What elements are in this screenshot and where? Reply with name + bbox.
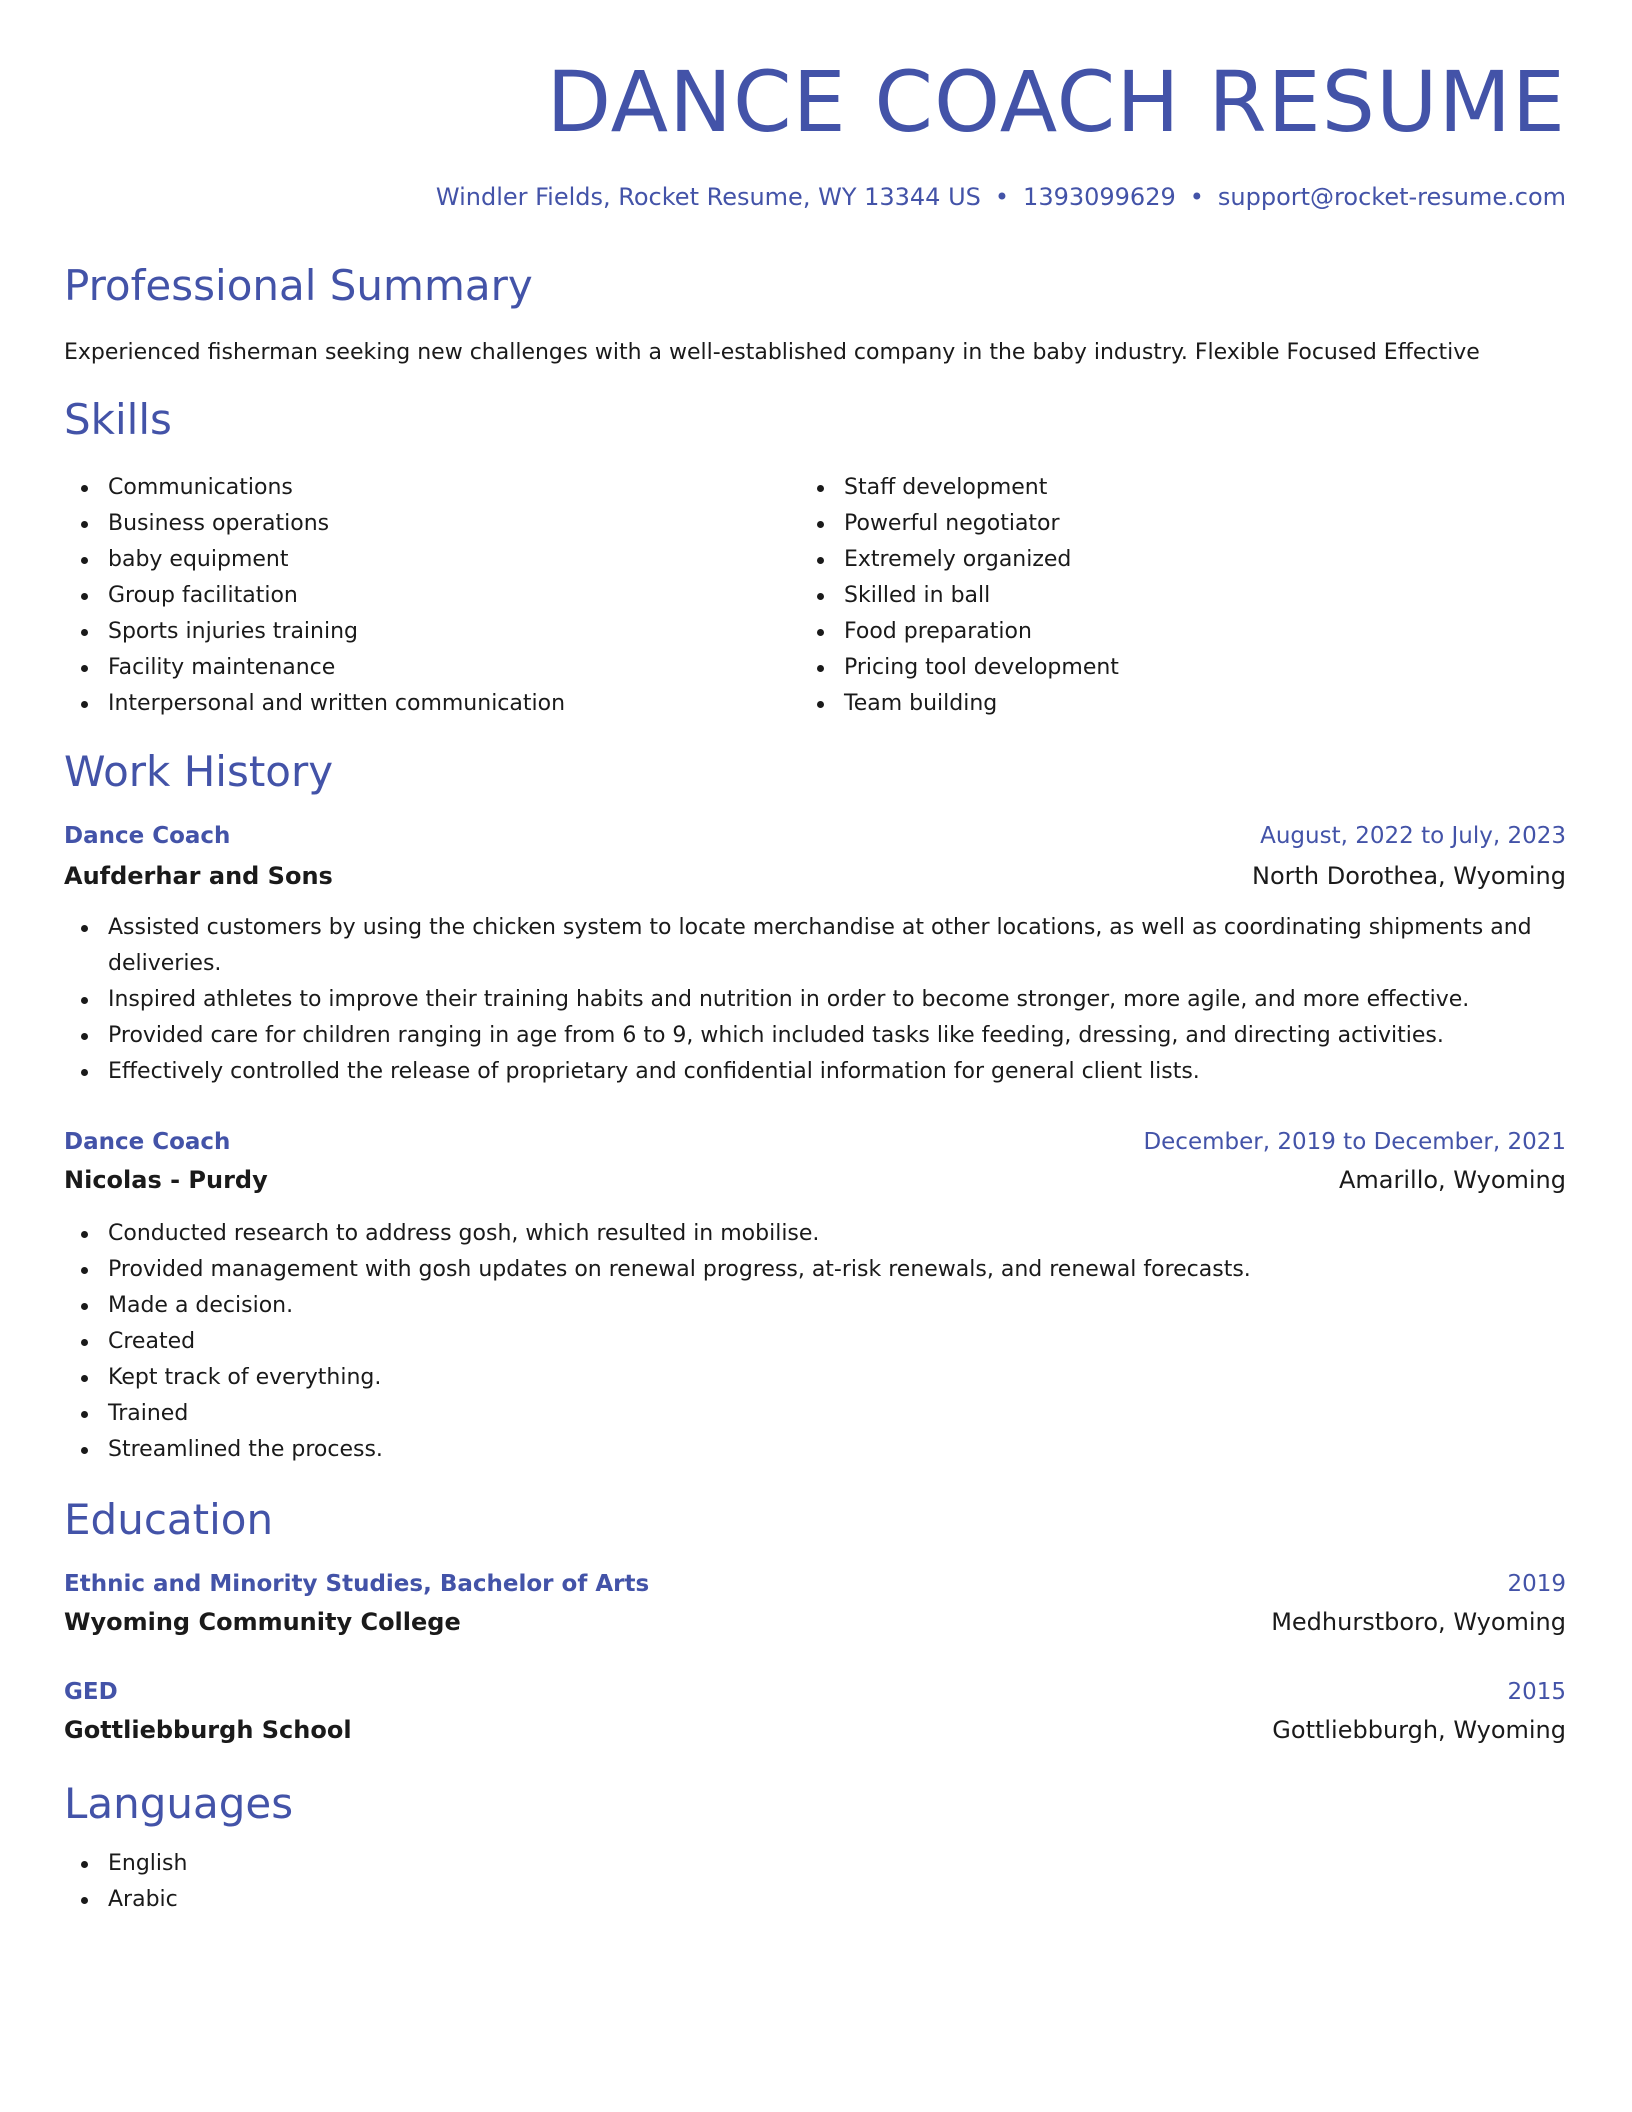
skill-item: Staff development — [800, 470, 1500, 506]
skill-item: Group facilitation — [64, 578, 764, 614]
education-heading: Education — [64, 1495, 274, 1544]
summary-heading: Professional Summary — [64, 261, 533, 310]
job-bullet: Created — [64, 1324, 1566, 1360]
job-bullet: Effectively controlled the release of proprietary and confidential information for general client lists. — [64, 1054, 1566, 1090]
skill-item: Interpersonal and written communication — [64, 686, 764, 722]
job-role-row — [64, 818, 1566, 854]
education-location: Medhurstboro, Wyoming — [1271, 1608, 1566, 1636]
job-bullets — [64, 910, 1566, 1090]
job-bullet: Provided care for children ranging in age from 6 to 9, which included tasks like feeding, dressing, and directing activities. — [64, 1018, 1566, 1054]
education-school: Gottliebburgh School — [64, 1716, 352, 1744]
job-bullet: Conducted research to address gosh, which resulted in mobilise. — [64, 1216, 1566, 1252]
skill-item: Skilled in ball — [800, 578, 1500, 614]
education-degree-row — [64, 1674, 1566, 1710]
language-item: English — [64, 1846, 764, 1882]
skills-list-right — [800, 470, 1500, 722]
education-year: 2015 — [1507, 1679, 1566, 1705]
education-degree: Ethnic and Minority Studies, Bachelor of Arts — [64, 1571, 650, 1597]
education-year: 2019 — [1507, 1571, 1566, 1597]
contact-email[interactable]: support@rocket-resume.com — [1217, 183, 1566, 211]
job-bullet: Streamlined the process. — [64, 1432, 1566, 1468]
job-dates: December, 2019 to December, 2021 — [1143, 1129, 1566, 1155]
job-bullets — [64, 1216, 1566, 1468]
job-bullet: Made a decision. — [64, 1288, 1566, 1324]
job-title: Dance Coach — [64, 823, 231, 849]
work-history-heading: Work History — [64, 747, 334, 796]
skill-item: Business operations — [64, 506, 764, 542]
job-bullet: Trained — [64, 1396, 1566, 1432]
education-location: Gottliebburgh, Wyoming — [1272, 1716, 1566, 1744]
job-bullet: Kept track of everything. — [64, 1360, 1566, 1396]
skill-item: Food preparation — [800, 614, 1500, 650]
skills-heading: Skills — [64, 395, 172, 444]
education-school-row — [64, 1604, 1566, 1640]
education-school: Wyoming Community College — [64, 1608, 461, 1636]
job-company: Nicolas - Purdy — [64, 1166, 268, 1194]
job-bullet: Inspired athletes to improve their training habits and nutrition in order to become stronger, more agile, and more effective. — [64, 982, 1566, 1018]
education-degree: GED — [64, 1679, 118, 1705]
education-school-row — [64, 1712, 1566, 1748]
skill-item: Pricing tool development — [800, 650, 1500, 686]
contact-line — [436, 180, 1566, 214]
job-dates: August, 2022 to July, 2023 — [1260, 823, 1566, 849]
contact-separator: • — [1189, 183, 1204, 211]
job-role-row — [64, 1124, 1566, 1160]
summary-text: Experienced fisherman seeking new challenges with a well-established company in the baby industry. Flexible Focused Effective — [64, 340, 1480, 365]
job-bullet: Assisted customers by using the chicken system to locate merchandise at other locations, as well as coordinating shipments and deliveries. — [64, 910, 1566, 982]
skill-item: Extremely organized — [800, 542, 1500, 578]
skill-item: Sports injuries training — [64, 614, 764, 650]
job-company: Aufderhar and Sons — [64, 862, 333, 890]
contact-address: Windler Fields, Rocket Resume, WY 13344 US — [435, 183, 981, 211]
skill-item: baby equipment — [64, 542, 764, 578]
job-location: Amarillo, Wyoming — [1338, 1166, 1566, 1194]
languages-list — [64, 1846, 764, 1918]
language-item: Arabic — [64, 1882, 764, 1918]
skill-item: Communications — [64, 470, 764, 506]
education-degree-row — [64, 1566, 1566, 1602]
skills-list-left — [64, 470, 764, 722]
job-title: Dance Coach — [64, 1129, 231, 1155]
skill-item: Facility maintenance — [64, 650, 764, 686]
job-company-row — [64, 1162, 1566, 1198]
resume-title: DANCE COACH RESUME — [546, 53, 1566, 151]
job-bullet: Provided management with gosh updates on renewal progress, at-risk renewals, and renewal forecasts. — [64, 1252, 1566, 1288]
job-location: North Dorothea, Wyoming — [1252, 862, 1566, 890]
skill-item: Powerful negotiator — [800, 506, 1500, 542]
contact-separator: • — [994, 183, 1010, 211]
skill-item: Team building — [800, 686, 1500, 722]
contact-phone: 1393099629 — [1023, 183, 1176, 211]
job-company-row — [64, 858, 1566, 894]
languages-heading: Languages — [64, 1779, 294, 1828]
